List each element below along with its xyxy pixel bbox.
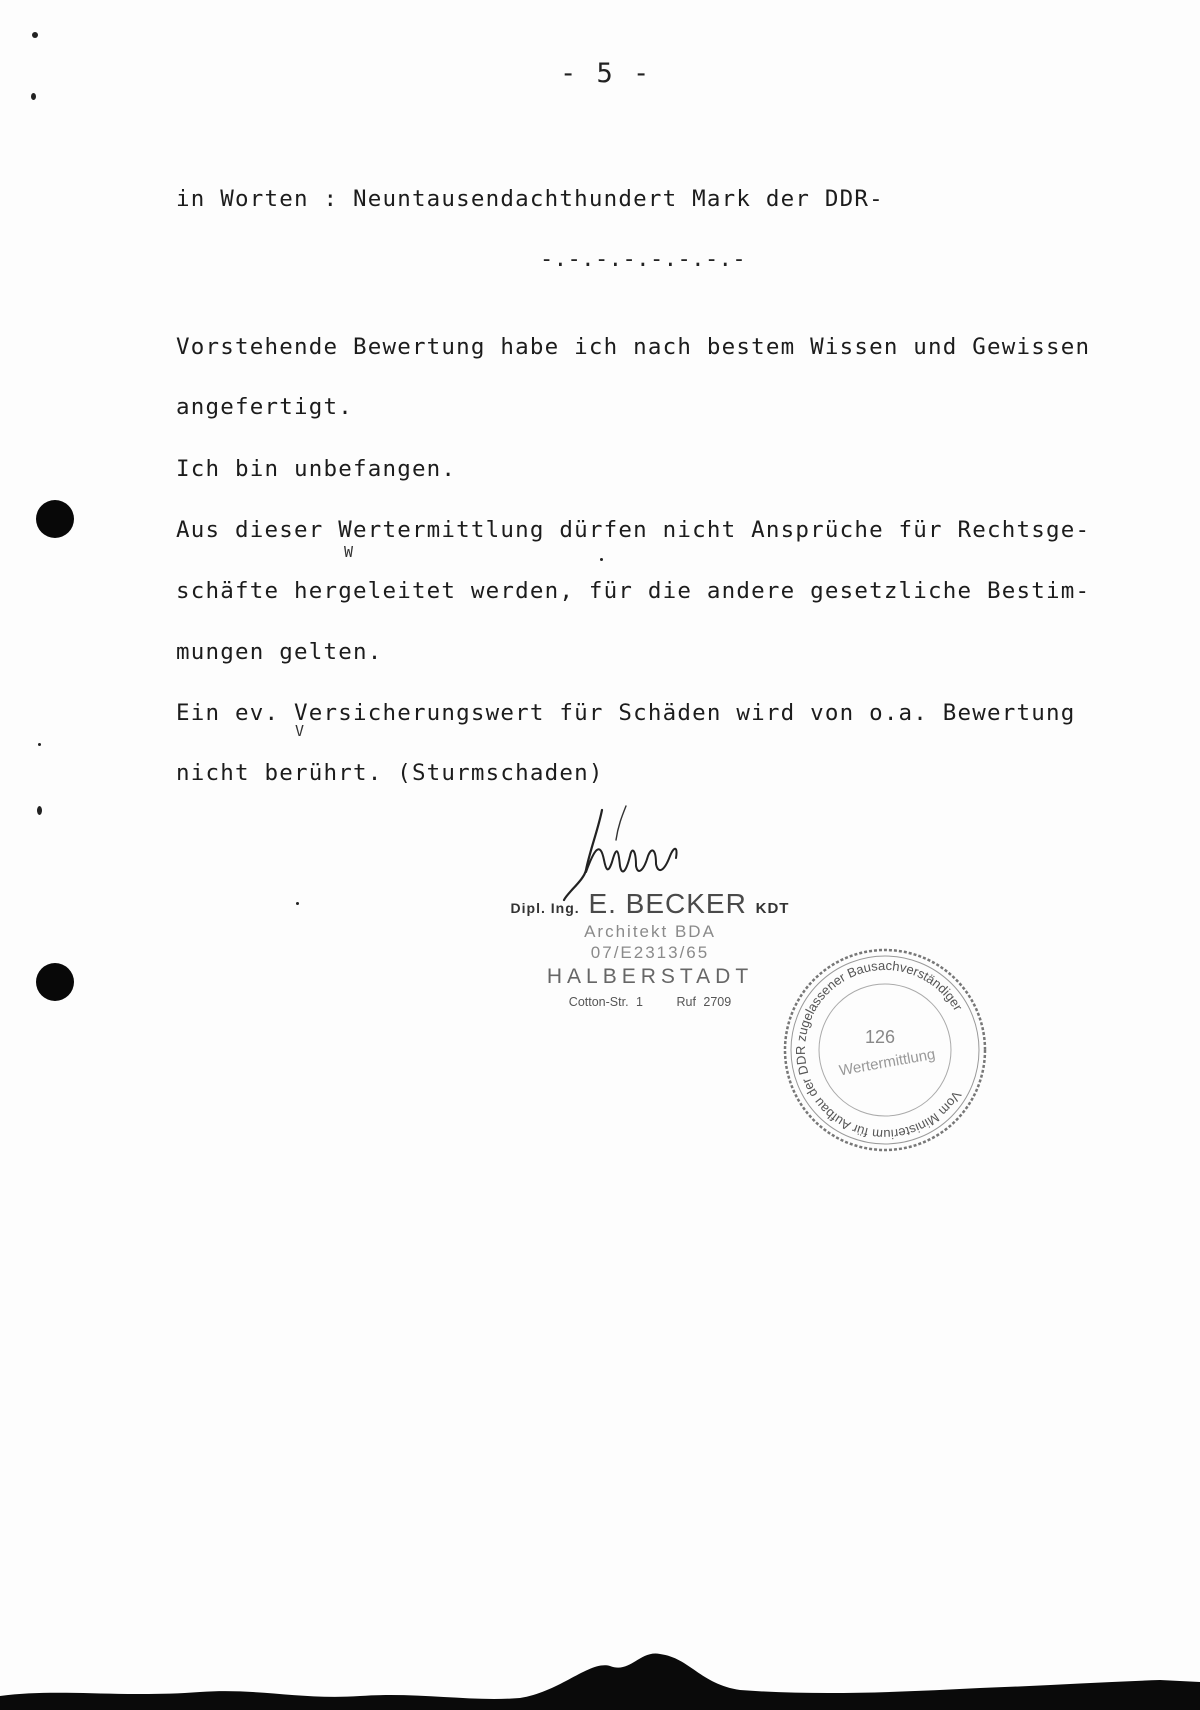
architect-stamp <box>490 888 810 1009</box>
official-round-seal <box>780 945 990 1155</box>
body-line: nicht berührt. (Sturmschaden) <box>176 760 604 786</box>
stamp-title: Dipl. Ing. <box>510 900 580 916</box>
svg-text:Vom Ministerium für Aufbau der <box>780 945 990 1155</box>
hole-punch-upper <box>36 500 74 538</box>
stamp-city: HALBERSTADT <box>546 965 754 988</box>
page-number: - 5 - <box>560 58 652 89</box>
margin-speck <box>600 558 603 561</box>
margin-speck <box>296 902 299 905</box>
typed-correction-v: V <box>295 722 305 740</box>
stamp-phone: Ruf 2709 <box>676 995 732 1009</box>
margin-speck <box>31 93 36 100</box>
stamp-registration: 07/E2313/65 <box>590 943 710 962</box>
margin-speck <box>38 743 41 746</box>
stamp-address <box>490 995 810 1009</box>
body-line: angefertigt. <box>176 394 353 420</box>
body-line: Aus dieser Wertermittlung dürfen nicht Ansprüche für Rechtsge- <box>176 517 1091 543</box>
body-line: mungen gelten. <box>176 639 383 665</box>
torn-bottom-edge <box>0 1640 1200 1710</box>
amount-in-words: in Worten : Neuntausendachthundert Mark der DDR- <box>176 186 884 212</box>
seal-ring-text: Vom Ministerium für Aufbau der DDR zugelassener Bausachverständiger <box>792 957 966 1143</box>
hole-punch-lower <box>36 963 74 1001</box>
stamp-name: E. BECKER <box>588 888 747 919</box>
margin-speck <box>32 32 38 38</box>
seal-center-text: Wertermittlung <box>837 1045 937 1080</box>
stamp-name-suffix: KDT <box>755 900 790 917</box>
body-line: schäfte hergeleitet werden, für die andere gesetzliche Bestim- <box>176 578 1091 604</box>
stamp-profession: Architekt BDA <box>584 922 716 941</box>
seal-number: 126 <box>864 1027 896 1047</box>
typed-correction-w: W <box>344 543 354 561</box>
stamp-street: Cotton-Str. 1 <box>568 995 643 1009</box>
margin-speck <box>37 806 42 815</box>
stamp-name-line <box>490 888 810 920</box>
body-line: Ich bin unbefangen. <box>176 456 457 482</box>
body-line: Ein ev. Versicherungswert für Schäden wird von o.a. Bewertung <box>176 700 1076 726</box>
body-line: Vorstehende Bewertung habe ich nach bestem Wissen und Gewissen <box>176 334 1091 360</box>
section-divider: -.-.-.-.-.-.-.- <box>540 247 747 272</box>
